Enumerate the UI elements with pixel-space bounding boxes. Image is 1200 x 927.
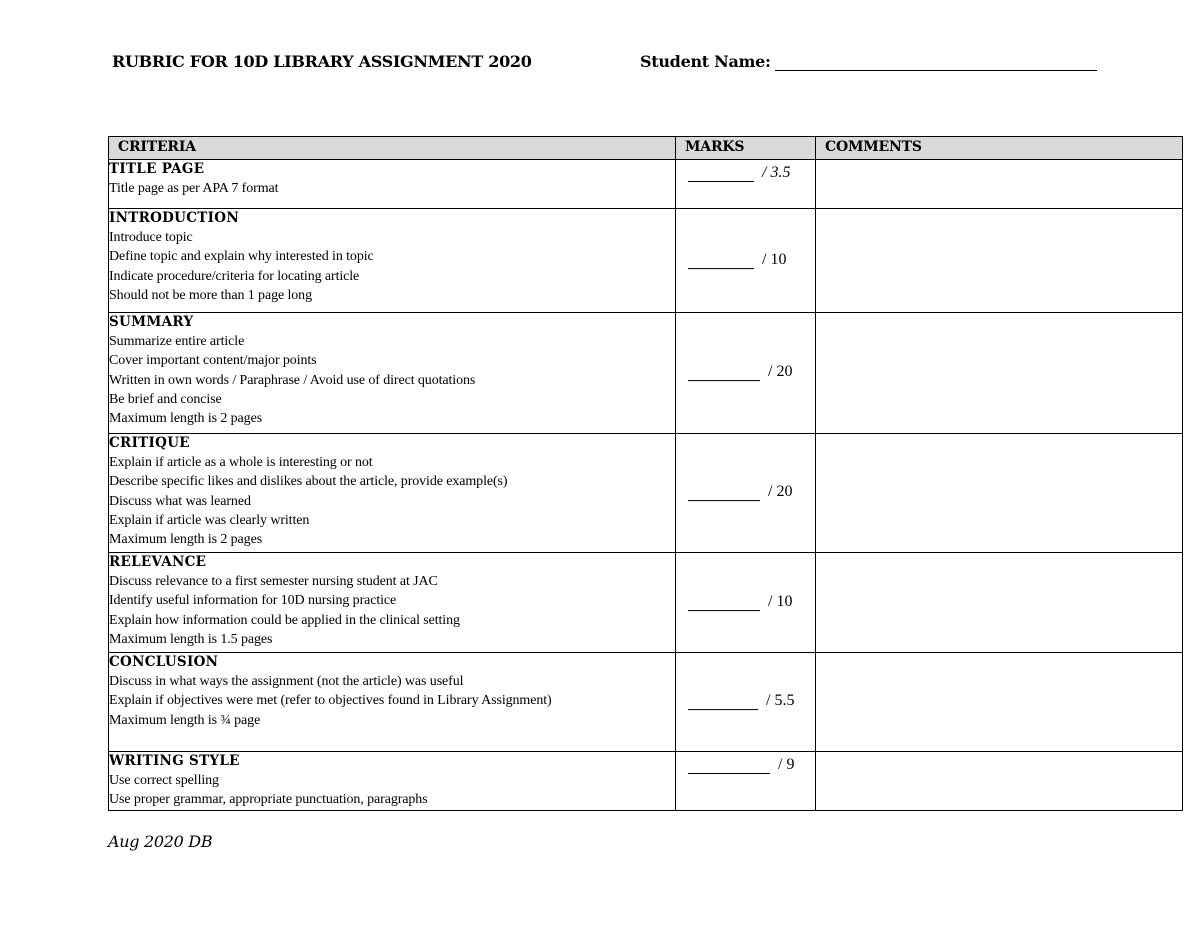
marks-entry[interactable] bbox=[688, 483, 792, 501]
section-title: INTRODUCTION bbox=[109, 210, 239, 226]
marks-cell[interactable] bbox=[676, 209, 816, 313]
criteria-cell bbox=[109, 160, 676, 209]
header-comments: COMMENTS bbox=[816, 137, 1183, 160]
criteria-cell bbox=[109, 653, 676, 752]
rubric-row-introduction bbox=[109, 209, 1183, 313]
criteria-item: Summarize entire article bbox=[109, 334, 245, 349]
criteria-item: Explain if article was clearly written bbox=[109, 512, 310, 528]
marks-entry[interactable] bbox=[688, 251, 786, 269]
criteria-item: Cover important content/major points bbox=[109, 353, 317, 369]
comments-cell[interactable] bbox=[816, 209, 1183, 313]
marks-entry[interactable] bbox=[688, 363, 792, 381]
marks-entry[interactable] bbox=[688, 593, 792, 611]
marks-blank[interactable] bbox=[688, 697, 758, 710]
student-name-field[interactable] bbox=[640, 52, 1097, 71]
rubric-row-conclusion bbox=[109, 653, 1183, 752]
criteria-item: Explain how information could be applied in the clinical setting bbox=[109, 612, 460, 628]
criteria-item: Define topic and explain why interested in topic bbox=[109, 249, 374, 265]
marks-blank[interactable] bbox=[688, 169, 754, 182]
marks-cell[interactable] bbox=[676, 553, 816, 653]
criteria-item: Title page as per APA 7 format bbox=[109, 181, 279, 196]
section-title: SUMMARY bbox=[109, 314, 194, 330]
header-criteria: CRITERIA bbox=[109, 137, 676, 160]
criteria-item: Be brief and concise bbox=[109, 391, 222, 407]
criteria-item: Identify useful information for 10D nursing practice bbox=[109, 593, 397, 609]
marks-total: / 10 bbox=[762, 250, 787, 268]
section-title: CONCLUSION bbox=[109, 654, 219, 670]
criteria-cell bbox=[109, 434, 676, 553]
marks-blank[interactable] bbox=[688, 368, 760, 381]
section-title: TITLE PAGE bbox=[109, 161, 205, 177]
criteria-cell bbox=[109, 553, 676, 653]
comments-cell[interactable] bbox=[816, 160, 1183, 209]
marks-total: / 9 bbox=[778, 756, 795, 773]
marks-total: / 20 bbox=[768, 483, 793, 501]
criteria-item: Should not be more than 1 page long bbox=[109, 287, 312, 303]
criteria-item: Explain if objectives were met (refer to objectives found in Library Assignment) bbox=[109, 693, 552, 709]
comments-cell[interactable] bbox=[816, 434, 1183, 553]
marks-blank[interactable] bbox=[688, 761, 770, 774]
marks-blank[interactable] bbox=[688, 256, 754, 269]
section-title: WRITING STYLE bbox=[109, 753, 240, 769]
criteria-item: Written in own words / Paraphrase / Avoid use of direct quotations bbox=[109, 372, 476, 388]
criteria-item: Use proper grammar, appropriate punctuation, paragraphs bbox=[109, 792, 428, 808]
criteria-item: Use correct spelling bbox=[109, 773, 219, 788]
criteria-item: Explain if article as a whole is interesting or not bbox=[109, 455, 373, 470]
comments-cell[interactable] bbox=[816, 752, 1183, 811]
marks-cell[interactable] bbox=[676, 313, 816, 434]
rubric-row-summary bbox=[109, 313, 1183, 434]
student-name-label: Student Name: bbox=[640, 52, 771, 71]
marks-blank[interactable] bbox=[688, 598, 760, 611]
criteria-item: Maximum length is 2 pages bbox=[109, 411, 263, 427]
criteria-cell bbox=[109, 209, 676, 313]
comments-cell[interactable] bbox=[816, 553, 1183, 653]
criteria-item: Discuss relevance to a first semester nursing student at JAC bbox=[109, 574, 438, 589]
criteria-item: Discuss in what ways the assignment (not the article) was useful bbox=[109, 674, 464, 689]
student-name-blank[interactable] bbox=[775, 56, 1097, 71]
marks-total: / 5.5 bbox=[766, 692, 795, 710]
marks-cell[interactable] bbox=[676, 653, 816, 752]
criteria-item: Indicate procedure/criteria for locating article bbox=[109, 268, 360, 284]
comments-cell[interactable] bbox=[816, 653, 1183, 752]
criteria-cell bbox=[109, 313, 676, 434]
criteria-item: Maximum length is 2 pages bbox=[109, 532, 263, 548]
criteria-item: Maximum length is ¾ page bbox=[109, 712, 261, 728]
document-header bbox=[112, 52, 1112, 76]
rubric-row-relevance bbox=[109, 553, 1183, 653]
marks-total: / 3.5 bbox=[762, 164, 791, 181]
section-title: CRITIQUE bbox=[109, 435, 190, 451]
marks-total: / 10 bbox=[768, 592, 793, 610]
marks-cell[interactable] bbox=[676, 752, 816, 811]
criteria-item: Maximum length is 1.5 pages bbox=[109, 631, 273, 647]
criteria-item: Describe specific likes and dislikes about the article, provide example(s) bbox=[109, 474, 508, 490]
marks-total: / 20 bbox=[768, 363, 793, 381]
section-title: RELEVANCE bbox=[109, 554, 207, 570]
marks-entry[interactable] bbox=[688, 756, 794, 774]
rubric-row-writing-style bbox=[109, 752, 1183, 811]
document-title: RUBRIC FOR 10D LIBRARY ASSIGNMENT 2020 bbox=[112, 52, 532, 71]
footer-note: Aug 2020 DB bbox=[108, 832, 213, 851]
criteria-cell bbox=[109, 752, 676, 811]
criteria-item: Discuss what was learned bbox=[109, 493, 251, 509]
rubric-row-critique bbox=[109, 434, 1183, 553]
marks-blank[interactable] bbox=[688, 488, 760, 501]
criteria-item: Introduce topic bbox=[109, 230, 193, 245]
rubric-row-title-page bbox=[109, 160, 1183, 209]
rubric-table bbox=[108, 136, 1183, 811]
table-header-row bbox=[109, 137, 1183, 160]
marks-cell[interactable] bbox=[676, 160, 816, 209]
comments-cell[interactable] bbox=[816, 313, 1183, 434]
header-marks: MARKS bbox=[676, 137, 816, 160]
marks-entry[interactable] bbox=[688, 692, 794, 710]
marks-cell[interactable] bbox=[676, 434, 816, 553]
marks-entry[interactable] bbox=[688, 164, 790, 182]
